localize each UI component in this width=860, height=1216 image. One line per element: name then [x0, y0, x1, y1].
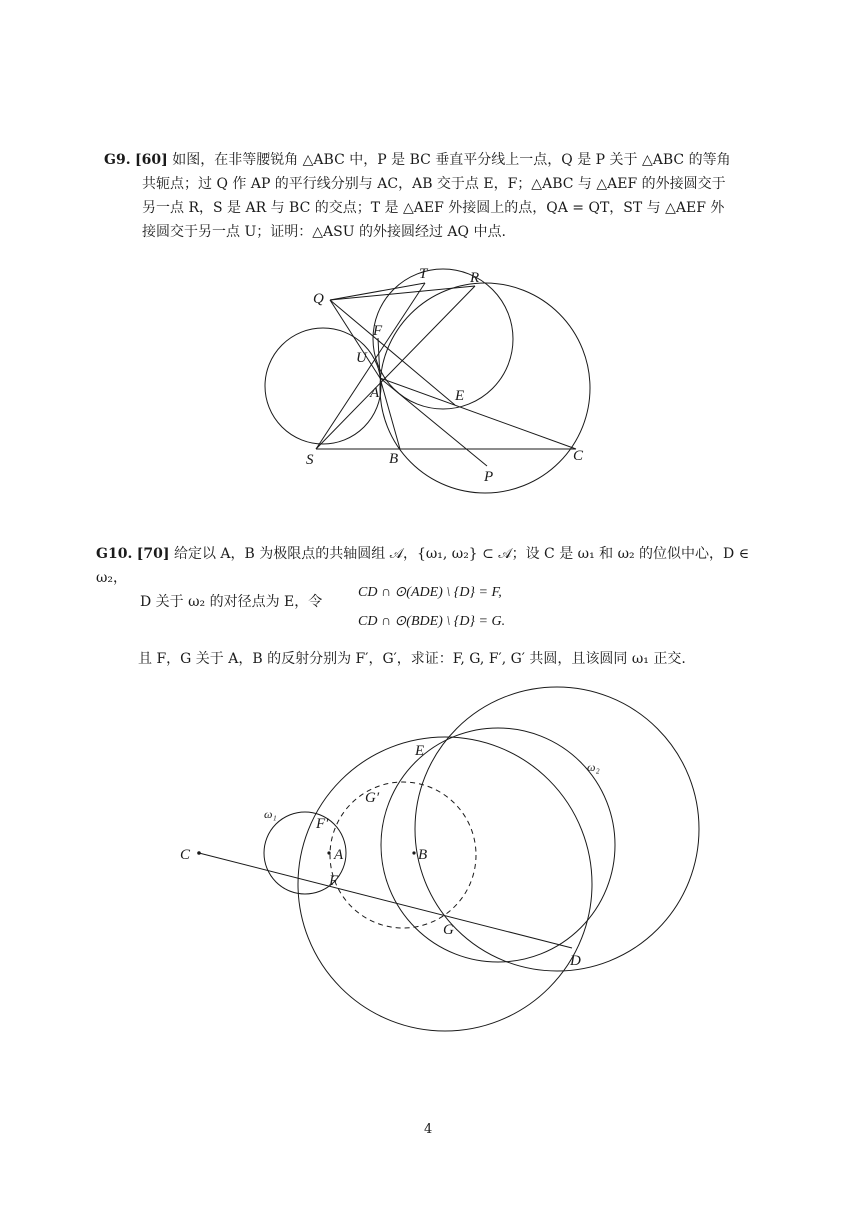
circle-aef-circumcircle	[373, 269, 513, 409]
label-a: A	[370, 385, 380, 401]
circle-abc-circumcircle	[380, 283, 590, 493]
circle-asu	[265, 328, 381, 444]
circle-ade	[298, 737, 592, 1031]
problem-g10-line1: 给定以 A，B 为极限点的共轴圆组 𝒜，{ω₁, ω₂} ⊂ 𝒜；设 C 是 ω₁ 和 ω₂ 的位似中心，D ∈ ω₂，	[96, 546, 750, 586]
problem-g10-line2: D 关于 ω₂ 的对径点为 E，令	[140, 594, 323, 610]
label-q: Q	[313, 291, 324, 307]
problem-g9-line2: 共轭点；过 Q 作 AP 的平行线分别与 AC，AB 交于点 E，F；△ABC 与 △AEF 的外接圆交于	[142, 176, 726, 192]
line-qr	[330, 286, 475, 300]
figure-g9-labels	[306, 266, 584, 485]
page-number: 4	[424, 1122, 433, 1137]
problem-g10-score: [70]	[136, 546, 170, 562]
point-b	[412, 851, 415, 854]
label-p: P	[484, 469, 494, 485]
line-qe	[330, 300, 455, 405]
line-cd	[199, 853, 572, 948]
point-a	[327, 851, 330, 854]
label-e: E	[455, 388, 465, 404]
label-g-prime: G′	[365, 790, 380, 806]
label-s: S	[306, 452, 314, 468]
label-c: C	[573, 448, 584, 464]
label-omega1: ω₁	[264, 807, 277, 821]
label-r: R	[470, 270, 480, 286]
label-e-fig2: E	[415, 743, 425, 759]
label-c-fig2: C	[180, 847, 191, 863]
line-sr	[316, 286, 475, 449]
problem-g9-line1: 如图，在非等腰锐角 △ABC 中，P 是 BC 垂直平分线上一点，Q 是 P 关于 △ABC 的等角	[172, 152, 731, 168]
label-a-fig2: A	[334, 847, 344, 863]
point-c	[197, 851, 201, 855]
label-f: F	[373, 323, 383, 339]
label-f-fig2: F	[329, 873, 339, 889]
label-omega2: ω₂	[587, 760, 600, 774]
label-b-fig2: B	[418, 847, 428, 863]
problem-g9-score: [60]	[135, 152, 168, 168]
line-ac	[380, 378, 576, 449]
problem-g9-label: G9.	[104, 152, 131, 168]
problem-g9-line4: 接圆交于另一点 U；证明：△ASU 的外接圆经过 AQ 中点.	[142, 224, 506, 240]
label-f-prime: F′	[316, 816, 329, 832]
figure-g10-points	[197, 851, 415, 855]
label-b: B	[389, 451, 399, 467]
circle-fgfpgp	[330, 782, 476, 928]
problem-g10-equation-2: CD ∩ ⊙(BDE) \ {D} = G.	[358, 614, 506, 629]
problem-g10-label: G10.	[96, 546, 133, 562]
figure-g10	[199, 687, 699, 1031]
label-t: T	[419, 266, 428, 282]
label-u: U	[356, 350, 367, 366]
circle-omega2	[415, 687, 699, 971]
label-d-fig2: D	[570, 953, 581, 969]
figure-g10-labels	[180, 743, 600, 969]
line-qt	[330, 283, 425, 300]
problem-g10-line3: 且 F，G 关于 A，B 的反射分别为 F′，G′，求证：F, G, F′, G′ 共圆，且该圆同 ω₁ 正交.	[138, 651, 686, 667]
label-g-fig2: G	[443, 922, 454, 938]
problem-g10-equation-1: CD ∩ ⊙(ADE) \ {D} = F,	[358, 585, 502, 600]
problem-g9-line3: 另一点 R，S 是 AR 与 BC 的交点；T 是 △AEF 外接圆上的点，QA = QT，ST 与 △AEF 外	[142, 200, 725, 216]
